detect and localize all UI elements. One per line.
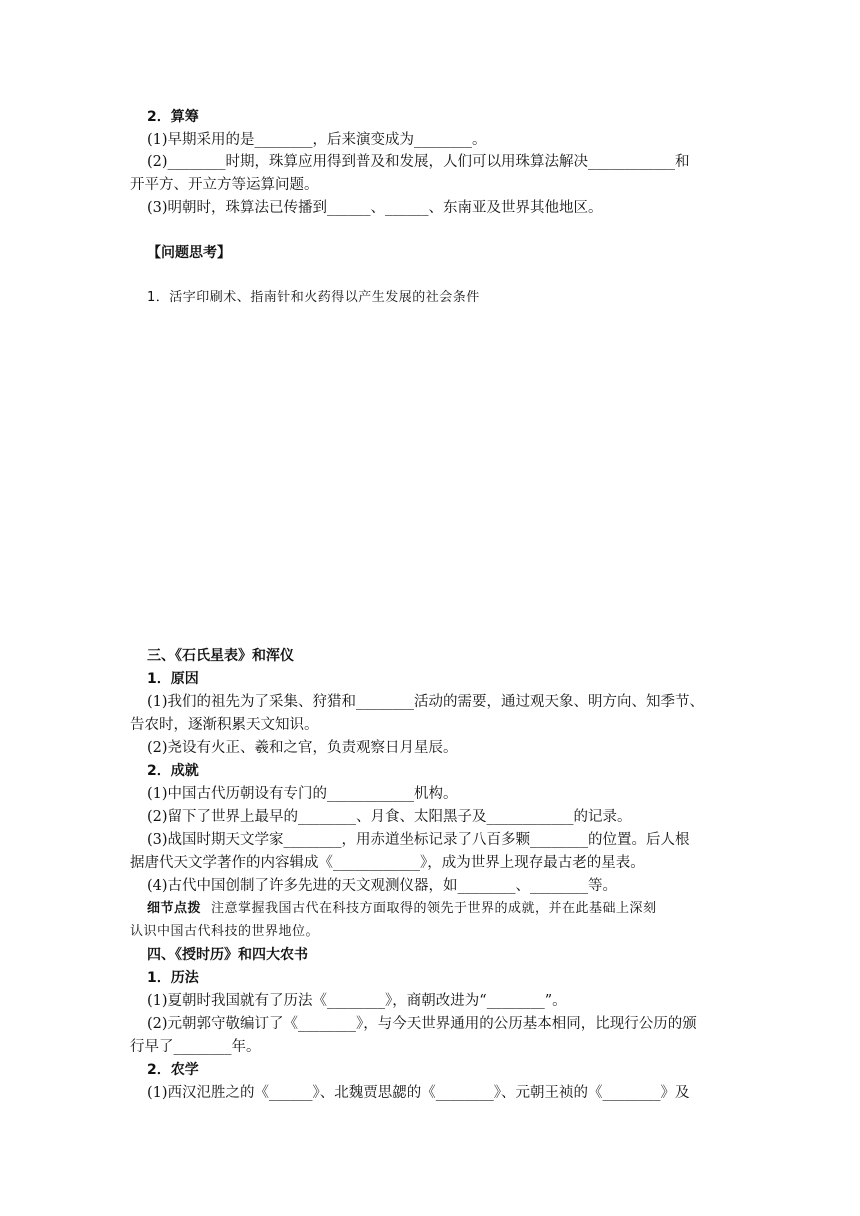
achievement-heading: 2．成就	[147, 763, 199, 779]
abacus-item-3: (3)明朝时，珠算法已传播到______、______、东南亚及世界其他地区。	[147, 200, 603, 216]
detail-note-line-1	[147, 898, 747, 920]
detail-note-text: 注意掌握我国古代在科技方面取得的领先于世界的成就，并在此基础上深刻	[211, 901, 657, 916]
achievement-item-4: (4)古代中国创制了许多先进的天文观测仪器，如________、________等。	[147, 878, 618, 894]
cause-heading: 1．原因	[147, 671, 199, 687]
section-3-heading: 三、《石氏星表》和浑仪	[147, 648, 294, 664]
achievement-item-3-line-2: 据唐代天文学著作的内容辑成《____________》，成为世界上现存最古老的星表。	[130, 855, 645, 871]
calendar-item-1: (1)夏朝时我国就有了历法《________》，商朝改进为“________”。	[147, 993, 567, 1009]
agriculture-heading: 2．农学	[147, 1062, 199, 1078]
section-4-heading: 四、《授时历》和四大农书	[147, 947, 308, 963]
question-1: 1．活字印刷术、指南针和火药得以产生发展的社会条件	[147, 290, 480, 305]
abacus-heading: 2．算筹	[147, 109, 199, 125]
detail-note-line-2: 认识中国古代科技的世界地位。	[130, 924, 320, 939]
achievement-item-2: (2)留下了世界上最早的________、月食、太阳黑子及____________的记录。	[147, 809, 632, 825]
achievement-item-3-line-1: (3)战国时期天文学家________，用赤道坐标记录了八百多颗________的位置。后人根	[147, 832, 690, 848]
detail-note-label: 细节点拨	[147, 901, 202, 916]
calendar-item-2-line-2: 行早了________年。	[130, 1039, 261, 1055]
cause-item-1-line-2: 告农时，逐渐积累天文知识。	[130, 717, 319, 733]
abacus-item-2-line-2: 开平方、开立方等运算问题。	[130, 177, 319, 193]
achievement-item-1: (1)中国古代历朝设有专门的____________机构。	[147, 786, 458, 802]
cause-item-1-line-1: (1)我们的祖先为了采集、狩猎和________活动的需要，通过观天象、明方向、知季节、	[147, 694, 705, 710]
calendar-item-2-line-1: (2)元朝郭守敬编订了《________》，与今天世界通用的公历基本相同，比现行公历的颁	[147, 1016, 697, 1032]
cause-item-2: (2)尧设有火正、羲和之官，负责观察日月星辰。	[147, 740, 458, 756]
agriculture-item-1: (1)西汉氾胜之的《______》、北魏贾思勰的《________》、元朝王祯的《________》及	[147, 1085, 690, 1101]
questions-heading: 【问题思考】	[147, 245, 231, 261]
calendar-heading: 1．历法	[147, 970, 199, 986]
abacus-item-2-line-1: (2)________时期，珠算应用得到普及和发展，人们可以用珠算法解决____________和	[147, 154, 690, 170]
abacus-item-1: (1)早期采用的是________，后来演变成为________。	[147, 132, 487, 148]
